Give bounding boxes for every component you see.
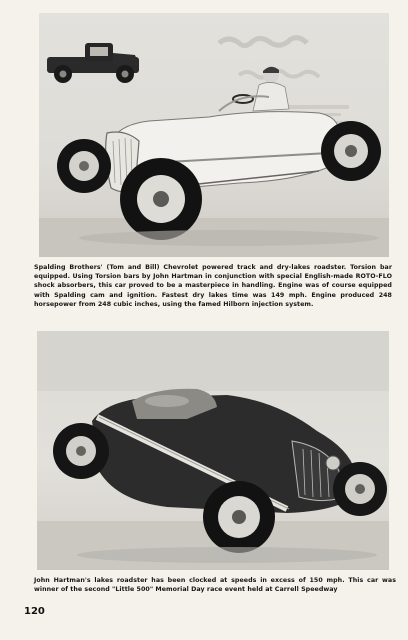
spalding-roadster-illustration (39, 13, 389, 257)
hartman-roadster-photo (37, 331, 389, 570)
spalding-roadster-caption: Spalding Brothers' (Tom and Bill) Chevrolet powered track and dry-lakes roadster. Torsion bar equipped. Using Torsion bars by John Hartman in conjunction with special English-made ROTO-FLO shock absorbers, this car proved to be a masterpiece in handling. Engine was of course equipped with Spalding cam and ignition. Fastest dry lakes time was 149 mph. Engine produced 248 horsepower from 248 cubic inches, using the famed Hilborn injection system. (34, 264, 392, 308)
hartman-roadster-caption: John Hartman's lakes roadster has been clocked at speeds in excess of 150 mph. This car was winner of the second "Little 500" Memorial Day race event held at Carrell Speedway (34, 577, 396, 594)
page-number: 120 (24, 606, 45, 617)
spalding-roadster-photo (39, 13, 389, 257)
hartman-roadster-illustration (37, 331, 389, 570)
